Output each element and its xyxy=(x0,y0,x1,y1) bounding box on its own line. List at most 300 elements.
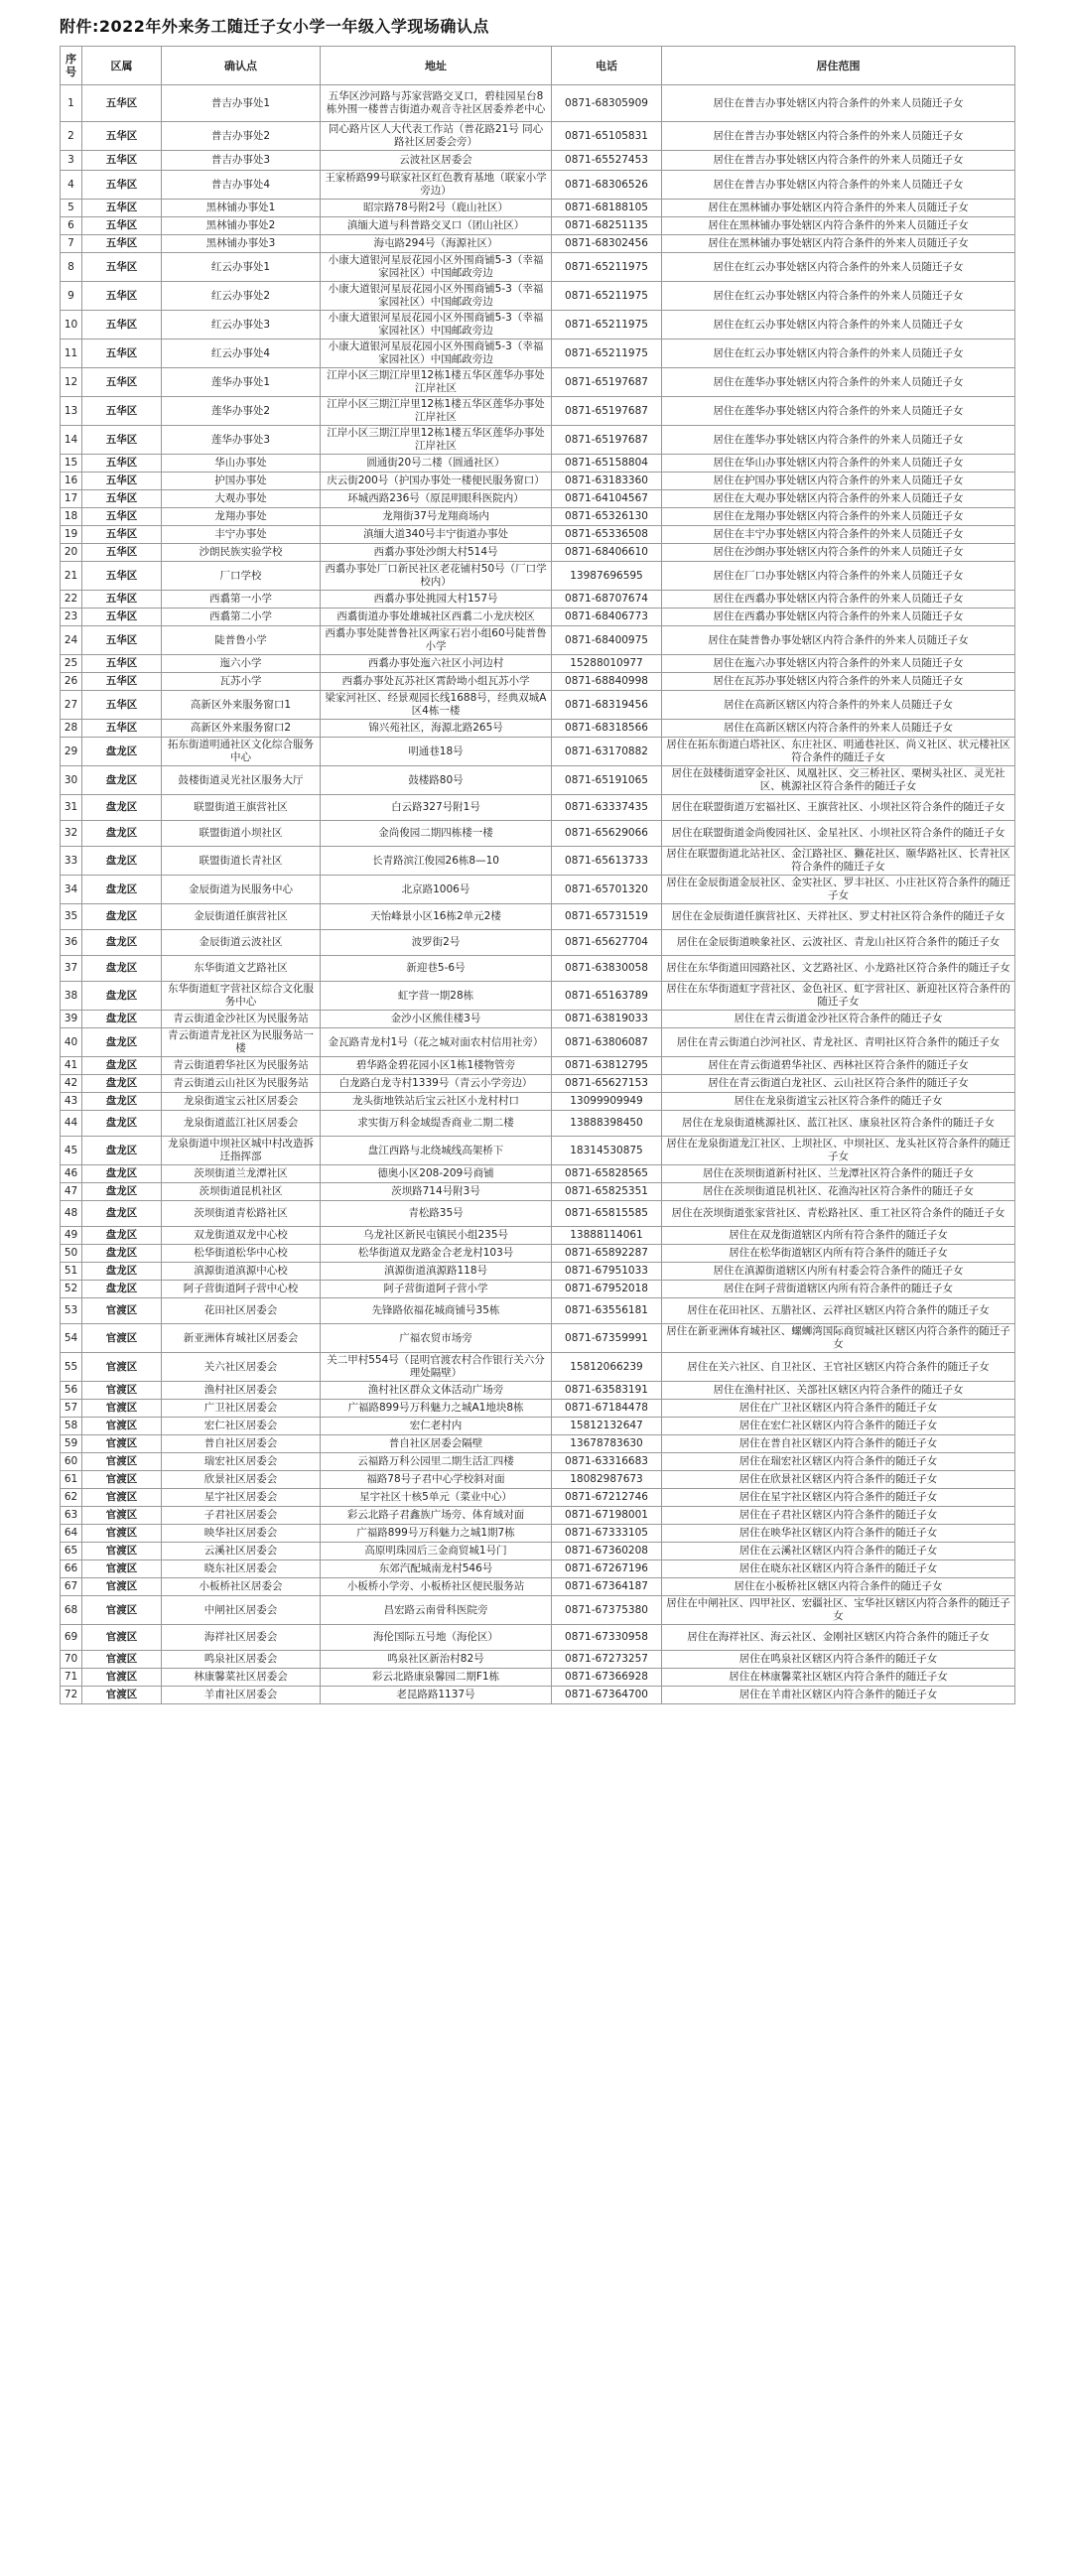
district-cell: 盘龙区 xyxy=(82,876,162,904)
phone-cell: 18314530875 xyxy=(552,1137,662,1165)
confirmation-point-cell: 茨坝街道青松路社区 xyxy=(162,1201,321,1227)
confirmation-point-cell: 关六社区居委会 xyxy=(162,1353,321,1382)
phone-cell: 0871-65701320 xyxy=(552,876,662,904)
phone-cell: 0871-68318566 xyxy=(552,720,662,738)
residence-range-cell: 居住在陡普鲁办事处辖区内符合条件的外来人员随迁子女 xyxy=(662,626,1015,655)
district-cell: 官渡区 xyxy=(82,1525,162,1543)
residence-range-cell: 居住在黑林铺办事处辖区内符合条件的外来人员随迁子女 xyxy=(662,235,1015,253)
district-cell: 五华区 xyxy=(82,455,162,473)
district-cell: 五华区 xyxy=(82,282,162,311)
residence-range-cell: 居住在高新区辖区内符合条件的外来人员随迁子女 xyxy=(662,720,1015,738)
row-index: 69 xyxy=(61,1625,82,1651)
phone-cell: 0871-65815585 xyxy=(552,1201,662,1227)
residence-range-cell: 居住在青云街道碧华社区、西林社区符合条件的随迁子女 xyxy=(662,1057,1015,1075)
district-cell: 官渡区 xyxy=(82,1507,162,1525)
confirmation-point-cell: 青云街道碧华社区为民服务站 xyxy=(162,1057,321,1075)
address-cell: 虹字营一期28栋 xyxy=(321,982,552,1011)
row-index: 9 xyxy=(61,282,82,311)
district-cell: 五华区 xyxy=(82,171,162,200)
row-index: 54 xyxy=(61,1324,82,1353)
address-cell: 鸣泉社区新治村82号 xyxy=(321,1651,552,1669)
address-cell: 青松路35号 xyxy=(321,1201,552,1227)
row-index: 45 xyxy=(61,1137,82,1165)
residence-range-cell: 居住在晓东社区辖区内符合条件的随迁子女 xyxy=(662,1560,1015,1578)
residence-range-cell: 居住在子君社区辖区内符合条件的随迁子女 xyxy=(662,1507,1015,1525)
row-index: 4 xyxy=(61,171,82,200)
confirmation-point-cell: 云溪社区居委会 xyxy=(162,1543,321,1560)
row-index: 12 xyxy=(61,368,82,397)
confirmation-point-cell: 新亚洲体育城社区居委会 xyxy=(162,1324,321,1353)
district-cell: 五华区 xyxy=(82,591,162,609)
confirmation-point-cell: 龙翔办事处 xyxy=(162,508,321,526)
row-index: 71 xyxy=(61,1669,82,1687)
phone-cell: 0871-63170882 xyxy=(552,738,662,766)
row-index: 7 xyxy=(61,235,82,253)
table-row xyxy=(61,1489,1015,1507)
residence-range-cell: 居住在黑林铺办事处辖区内符合条件的外来人员随迁子女 xyxy=(662,200,1015,217)
confirmation-point-cell: 宏仁社区居委会 xyxy=(162,1418,321,1435)
phone-cell: 0871-67375380 xyxy=(552,1596,662,1625)
row-index: 46 xyxy=(61,1165,82,1183)
phone-cell: 0871-67364187 xyxy=(552,1578,662,1596)
row-index: 64 xyxy=(61,1525,82,1543)
table-row xyxy=(61,235,1015,253)
row-index: 48 xyxy=(61,1201,82,1227)
phone-cell: 0871-67267196 xyxy=(552,1560,662,1578)
phone-cell: 0871-68302456 xyxy=(552,235,662,253)
table-row xyxy=(61,339,1015,368)
address-cell: 海伦国际五号地（海伦区） xyxy=(321,1625,552,1651)
address-cell: 明通巷18号 xyxy=(321,738,552,766)
row-index: 33 xyxy=(61,847,82,876)
residence-range-cell: 居住在鸣泉社区辖区内符合条件的随迁子女 xyxy=(662,1651,1015,1669)
confirmation-point-cell: 林康馨菜社区居委会 xyxy=(162,1669,321,1687)
table-row xyxy=(61,1578,1015,1596)
district-cell: 盘龙区 xyxy=(82,1165,162,1183)
address-cell: 星宇社区十核5单元（菜业中心） xyxy=(321,1489,552,1507)
table-row xyxy=(61,876,1015,904)
phone-cell: 0871-65211975 xyxy=(552,282,662,311)
address-cell: 昭宗路78号附2号（鹿山社区） xyxy=(321,200,552,217)
row-index: 51 xyxy=(61,1263,82,1281)
residence-range-cell: 居住在莲华办事处辖区内符合条件的外来人员随迁子女 xyxy=(662,426,1015,455)
phone-cell: 0871-65211975 xyxy=(552,339,662,368)
residence-range-cell: 居住在映华社区辖区内符合条件的随迁子女 xyxy=(662,1525,1015,1543)
district-cell: 官渡区 xyxy=(82,1687,162,1704)
phone-cell: 0871-65326130 xyxy=(552,508,662,526)
confirmation-point-cell: 普吉办事处4 xyxy=(162,171,321,200)
district-cell: 官渡区 xyxy=(82,1560,162,1578)
confirmation-point-cell: 茨坝街道昆机社区 xyxy=(162,1183,321,1201)
phone-cell: 0871-65825351 xyxy=(552,1183,662,1201)
table-row xyxy=(61,1435,1015,1453)
phone-cell: 0871-67330958 xyxy=(552,1625,662,1651)
residence-range-cell: 居住在松华街道辖区内所有符合条件的随迁子女 xyxy=(662,1245,1015,1263)
row-index: 25 xyxy=(61,655,82,673)
header-phone: 电话 xyxy=(552,47,662,85)
confirmation-point-cell: 大观办事处 xyxy=(162,490,321,508)
address-cell: 锦兴苑社区，海源北路265号 xyxy=(321,720,552,738)
district-cell: 五华区 xyxy=(82,655,162,673)
row-index: 61 xyxy=(61,1471,82,1489)
residence-range-cell: 居住在莲华办事处辖区内符合条件的外来人员随迁子女 xyxy=(662,368,1015,397)
table-row xyxy=(61,1353,1015,1382)
residence-range-cell: 居住在茨坝街道新村社区、兰龙潭社区符合条件的随迁子女 xyxy=(662,1165,1015,1183)
district-cell: 五华区 xyxy=(82,397,162,426)
residence-range-cell: 居住在青云街道金沙社区符合条件的随迁子女 xyxy=(662,1011,1015,1028)
residence-range-cell: 居住在龙翔办事处辖区内符合条件的外来人员随迁子女 xyxy=(662,508,1015,526)
table-row xyxy=(61,473,1015,490)
district-cell: 官渡区 xyxy=(82,1418,162,1435)
residence-range-cell: 居住在护国办事处辖区内符合条件的外来人员随迁子女 xyxy=(662,473,1015,490)
table-row xyxy=(61,1471,1015,1489)
address-cell: 小康大道银河星辰花园小区外围商铺5-3（幸福家园社区）中国邮政旁边 xyxy=(321,253,552,282)
address-cell: 普自社区居委会隔壁 xyxy=(321,1435,552,1453)
district-cell: 盘龙区 xyxy=(82,1263,162,1281)
district-cell: 官渡区 xyxy=(82,1353,162,1382)
phone-cell: 0871-67360208 xyxy=(552,1543,662,1560)
district-cell: 官渡区 xyxy=(82,1543,162,1560)
confirmation-point-cell: 渔村社区居委会 xyxy=(162,1382,321,1400)
confirmation-point-cell: 东华街道虹字营社区综合文化服务中心 xyxy=(162,982,321,1011)
row-index: 32 xyxy=(61,821,82,847)
residence-range-cell: 居住在花田社区、五腊社区、云祥社区辖区内符合条件的随迁子女 xyxy=(662,1298,1015,1324)
confirmation-point-cell: 金辰街道任旗营社区 xyxy=(162,904,321,930)
confirmation-points-table xyxy=(60,46,1015,1704)
phone-cell: 0871-65627704 xyxy=(552,930,662,956)
phone-cell: 0871-68319456 xyxy=(552,691,662,720)
address-cell: 关二甲村554号（昆明官渡农村合作银行关六分理处隔壁） xyxy=(321,1353,552,1382)
district-cell: 盘龙区 xyxy=(82,1028,162,1057)
row-index: 26 xyxy=(61,673,82,691)
confirmation-point-cell: 龙泉街道宝云社区居委会 xyxy=(162,1093,321,1111)
address-cell: 新迎巷5-6号 xyxy=(321,956,552,982)
residence-range-cell: 居住在关六社区、自卫社区、王官社区辖区内符合条件的随迁子女 xyxy=(662,1353,1015,1382)
table-row xyxy=(61,766,1015,795)
table-row xyxy=(61,200,1015,217)
confirmation-point-cell: 双龙街道双龙中心校 xyxy=(162,1227,321,1245)
phone-cell: 13888398450 xyxy=(552,1111,662,1137)
district-cell: 盘龙区 xyxy=(82,1245,162,1263)
residence-range-cell: 居住在迤六办事处辖区内符合条件的外来人员随迁子女 xyxy=(662,655,1015,673)
row-index: 57 xyxy=(61,1400,82,1418)
table-row xyxy=(61,738,1015,766)
residence-range-cell: 居住在金辰街道金辰社区、金实社区、罗丰社区、小庄社区符合条件的随迁子女 xyxy=(662,876,1015,904)
district-cell: 盘龙区 xyxy=(82,1075,162,1093)
confirmation-point-cell: 东华街道文艺路社区 xyxy=(162,956,321,982)
row-index: 29 xyxy=(61,738,82,766)
residence-range-cell: 居住在东华街道虹字营社区、金色社区、虹字营社区、新迎社区符合条件的随迁子女 xyxy=(662,982,1015,1011)
address-cell: 云福路万科公园里二期生活汇四楼 xyxy=(321,1453,552,1471)
row-index: 17 xyxy=(61,490,82,508)
confirmation-point-cell: 龙泉街道蓝江社区居委会 xyxy=(162,1111,321,1137)
district-cell: 盘龙区 xyxy=(82,982,162,1011)
confirmation-point-cell: 普吉办事处3 xyxy=(162,151,321,171)
address-cell: 云波社区居委会 xyxy=(321,151,552,171)
district-cell: 盘龙区 xyxy=(82,904,162,930)
row-index: 67 xyxy=(61,1578,82,1596)
table-row xyxy=(61,1165,1015,1183)
confirmation-point-cell: 普吉办事处2 xyxy=(162,122,321,151)
residence-range-cell: 居住在华山办事处辖区内符合条件的外来人员随迁子女 xyxy=(662,455,1015,473)
phone-cell: 0871-67333105 xyxy=(552,1525,662,1543)
address-cell: 求实街万科金域缇香商业二期二楼 xyxy=(321,1111,552,1137)
address-cell: 滇缅大道340号丰宁街道办事处 xyxy=(321,526,552,544)
table-row xyxy=(61,821,1015,847)
table-row xyxy=(61,1201,1015,1227)
table-row xyxy=(61,1625,1015,1651)
table-row xyxy=(61,455,1015,473)
confirmation-point-cell: 拓东街道明通社区文化综合服务中心 xyxy=(162,738,321,766)
address-cell: 阿子营街道阿子营小学 xyxy=(321,1281,552,1298)
phone-cell: 0871-63556181 xyxy=(552,1298,662,1324)
residence-range-cell: 居住在红云办事处辖区内符合条件的外来人员随迁子女 xyxy=(662,311,1015,339)
phone-cell: 0871-67951033 xyxy=(552,1263,662,1281)
table-row xyxy=(61,122,1015,151)
confirmation-point-cell: 广卫社区居委会 xyxy=(162,1400,321,1418)
table-row xyxy=(61,1075,1015,1093)
row-index: 65 xyxy=(61,1543,82,1560)
table-row xyxy=(61,691,1015,720)
table-row xyxy=(61,626,1015,655)
district-cell: 盘龙区 xyxy=(82,795,162,821)
residence-range-cell: 居住在黑林铺办事处辖区内符合条件的外来人员随迁子女 xyxy=(662,217,1015,235)
residence-range-cell: 居住在金辰街道任旗营社区、天祥社区、罗丈村社区符合条件的随迁子女 xyxy=(662,904,1015,930)
district-cell: 盘龙区 xyxy=(82,930,162,956)
confirmation-point-cell: 中闸社区居委会 xyxy=(162,1596,321,1625)
confirmation-point-cell: 龙泉街道中坝社区城中村改造拆迁指挥部 xyxy=(162,1137,321,1165)
table-row xyxy=(61,1263,1015,1281)
phone-cell: 0871-63806087 xyxy=(552,1028,662,1057)
header-index: 序号 xyxy=(61,47,82,85)
phone-cell: 0871-65197687 xyxy=(552,397,662,426)
row-index: 60 xyxy=(61,1453,82,1471)
row-index: 53 xyxy=(61,1298,82,1324)
phone-cell: 13099909949 xyxy=(552,1093,662,1111)
district-cell: 官渡区 xyxy=(82,1400,162,1418)
row-index: 52 xyxy=(61,1281,82,1298)
phone-cell: 0871-68188105 xyxy=(552,200,662,217)
district-cell: 官渡区 xyxy=(82,1453,162,1471)
phone-cell: 0871-63183360 xyxy=(552,473,662,490)
district-cell: 五华区 xyxy=(82,368,162,397)
confirmation-point-cell: 联盟街道小坝社区 xyxy=(162,821,321,847)
phone-cell: 0871-67359991 xyxy=(552,1324,662,1353)
address-cell: 金沙小区熊佳楼3号 xyxy=(321,1011,552,1028)
address-cell: 白龙路白龙寺村1339号（青云小学旁边） xyxy=(321,1075,552,1093)
header-district: 区属 xyxy=(82,47,162,85)
address-cell: 海屯路294号（海源社区） xyxy=(321,235,552,253)
residence-range-cell: 居住在联盟街道万宏福社区、王旗营社区、小坝社区符合条件的随迁子女 xyxy=(662,795,1015,821)
address-cell: 乌龙社区新民屯镇民小组235号 xyxy=(321,1227,552,1245)
table-row xyxy=(61,426,1015,455)
confirmation-point-cell: 莲华办事处2 xyxy=(162,397,321,426)
phone-cell: 0871-65613733 xyxy=(552,847,662,876)
table-row xyxy=(61,1651,1015,1669)
residence-range-cell: 居住在阿子营街道辖区内所有符合条件的随迁子女 xyxy=(662,1281,1015,1298)
district-cell: 盘龙区 xyxy=(82,738,162,766)
district-cell: 五华区 xyxy=(82,562,162,591)
row-index: 56 xyxy=(61,1382,82,1400)
address-cell: 梁家河社区、经景观园长线1688号，经典双城A区4栋一楼 xyxy=(321,691,552,720)
confirmation-point-cell: 厂口学校 xyxy=(162,562,321,591)
confirmation-point-cell: 黑林铺办事处3 xyxy=(162,235,321,253)
phone-cell: 0871-63830058 xyxy=(552,956,662,982)
table-row xyxy=(61,655,1015,673)
residence-range-cell: 居住在海祥社区、海云社区、金刚社区辖区内符合条件的随迁子女 xyxy=(662,1625,1015,1651)
table-row xyxy=(61,1507,1015,1525)
phone-cell: 0871-68840998 xyxy=(552,673,662,691)
district-cell: 官渡区 xyxy=(82,1625,162,1651)
district-cell: 五华区 xyxy=(82,235,162,253)
phone-cell: 15812066239 xyxy=(552,1353,662,1382)
table-row xyxy=(61,1245,1015,1263)
district-cell: 盘龙区 xyxy=(82,1011,162,1028)
table-row xyxy=(61,311,1015,339)
district-cell: 五华区 xyxy=(82,217,162,235)
phone-cell: 0871-65627153 xyxy=(552,1075,662,1093)
confirmation-point-cell: 高新区外来服务窗口2 xyxy=(162,720,321,738)
residence-range-cell: 居住在丰宁办事处辖区内符合条件的外来人员随迁子女 xyxy=(662,526,1015,544)
address-cell: 天怡峰景小区16栋2单元2楼 xyxy=(321,904,552,930)
residence-range-cell: 居住在林康馨菜社区辖区内符合条件的随迁子女 xyxy=(662,1669,1015,1687)
address-cell: 昌宏路云南骨科医院旁 xyxy=(321,1596,552,1625)
address-cell: 滇源街道滇源路118号 xyxy=(321,1263,552,1281)
address-cell: 金瓦路青龙村1号（花之城对面农村信用社旁） xyxy=(321,1028,552,1057)
district-cell: 五华区 xyxy=(82,339,162,368)
address-cell: 北京路1006号 xyxy=(321,876,552,904)
confirmation-point-cell: 青云街道云山社区为民服务站 xyxy=(162,1075,321,1093)
district-cell: 盘龙区 xyxy=(82,1093,162,1111)
phone-cell: 0871-68251135 xyxy=(552,217,662,235)
address-cell: 小康大道银河星辰花园小区外围商铺5-3（幸福家园社区）中国邮政旁边 xyxy=(321,339,552,368)
address-cell: 东郊汽配城南龙村546号 xyxy=(321,1560,552,1578)
residence-range-cell: 居住在双龙街道辖区内所有符合条件的随迁子女 xyxy=(662,1227,1015,1245)
phone-cell: 0871-65731519 xyxy=(552,904,662,930)
table-row xyxy=(61,1028,1015,1057)
table-header-row xyxy=(61,47,1015,85)
address-cell: 老昆路路1137号 xyxy=(321,1687,552,1704)
table-row xyxy=(61,397,1015,426)
address-cell: 江岸小区三期江岸里12栋1楼五华区莲华办事处江岸社区 xyxy=(321,368,552,397)
district-cell: 五华区 xyxy=(82,85,162,122)
district-cell: 盘龙区 xyxy=(82,821,162,847)
table-row xyxy=(61,1011,1015,1028)
row-index: 63 xyxy=(61,1507,82,1525)
table-row xyxy=(61,930,1015,956)
residence-range-cell: 居住在瓦苏办事处辖区内符合条件的外来人员随迁子女 xyxy=(662,673,1015,691)
phone-cell: 13987696595 xyxy=(552,562,662,591)
address-cell: 碧华路金碧花园小区1栋1楼物管旁 xyxy=(321,1057,552,1075)
address-cell: 小板桥小学旁、小板桥社区便民服务站 xyxy=(321,1578,552,1596)
district-cell: 五华区 xyxy=(82,526,162,544)
row-index: 42 xyxy=(61,1075,82,1093)
row-index: 47 xyxy=(61,1183,82,1201)
phone-cell: 0871-63583191 xyxy=(552,1382,662,1400)
district-cell: 盘龙区 xyxy=(82,1137,162,1165)
residence-range-cell: 居住在欣景社区辖区内符合条件的随迁子女 xyxy=(662,1471,1015,1489)
table-row xyxy=(61,1687,1015,1704)
table-row xyxy=(61,795,1015,821)
table-row xyxy=(61,1111,1015,1137)
table-row xyxy=(61,282,1015,311)
address-cell: 彩云北路子君鑫族广场旁、体育域对面 xyxy=(321,1507,552,1525)
confirmation-point-cell: 青云街道青龙社区为民服务站一楼 xyxy=(162,1028,321,1057)
table-row xyxy=(61,171,1015,200)
residence-range-cell: 居住在宏仁社区辖区内符合条件的随迁子女 xyxy=(662,1418,1015,1435)
row-index: 14 xyxy=(61,426,82,455)
row-index: 34 xyxy=(61,876,82,904)
phone-cell: 0871-67184478 xyxy=(552,1400,662,1418)
confirmation-point-cell: 金辰街道云波社区 xyxy=(162,930,321,956)
residence-range-cell: 居住在普吉办事处辖区内符合条件的外来人员随迁子女 xyxy=(662,85,1015,122)
phone-cell: 0871-65163789 xyxy=(552,982,662,1011)
address-cell: 庆云街200号（护国办事处一楼便民服务窗口） xyxy=(321,473,552,490)
row-index: 38 xyxy=(61,982,82,1011)
confirmation-point-cell: 瑞宏社区居委会 xyxy=(162,1453,321,1471)
confirmation-point-cell: 黑林铺办事处1 xyxy=(162,200,321,217)
confirmation-point-cell: 红云办事处3 xyxy=(162,311,321,339)
header-address: 地址 xyxy=(321,47,552,85)
row-index: 37 xyxy=(61,956,82,982)
row-index: 31 xyxy=(61,795,82,821)
address-cell: 广福路899号万科魅力之城A1地块8栋 xyxy=(321,1400,552,1418)
phone-cell: 0871-63316683 xyxy=(552,1453,662,1471)
row-index: 66 xyxy=(61,1560,82,1578)
address-cell: 福路78号子君中心学校斜对面 xyxy=(321,1471,552,1489)
row-index: 50 xyxy=(61,1245,82,1263)
phone-cell: 0871-65158804 xyxy=(552,455,662,473)
row-index: 58 xyxy=(61,1418,82,1435)
confirmation-point-cell: 普自社区居委会 xyxy=(162,1435,321,1453)
residence-range-cell: 居住在厂口办事处辖区内符合条件的外来人员随迁子女 xyxy=(662,562,1015,591)
district-cell: 五华区 xyxy=(82,200,162,217)
confirmation-point-cell: 映华社区居委会 xyxy=(162,1525,321,1543)
residence-range-cell: 居住在莲华办事处辖区内符合条件的外来人员随迁子女 xyxy=(662,397,1015,426)
address-cell: 小康大道银河星辰花园小区外围商铺5-3（幸福家园社区）中国邮政旁边 xyxy=(321,282,552,311)
phone-cell: 0871-65336508 xyxy=(552,526,662,544)
phone-cell: 0871-67952018 xyxy=(552,1281,662,1298)
table-row xyxy=(61,1137,1015,1165)
row-index: 2 xyxy=(61,122,82,151)
confirmation-point-cell: 联盟街道长青社区 xyxy=(162,847,321,876)
address-cell: 长青路滨江俊园26栋8—10 xyxy=(321,847,552,876)
table-row xyxy=(61,217,1015,235)
confirmation-point-cell: 莲华办事处3 xyxy=(162,426,321,455)
confirmation-point-cell: 茨坝街道兰龙潭社区 xyxy=(162,1165,321,1183)
residence-range-cell: 居住在高新区辖区内符合条件的外来人员随迁子女 xyxy=(662,691,1015,720)
row-index: 18 xyxy=(61,508,82,526)
phone-cell: 0871-65629066 xyxy=(552,821,662,847)
address-cell: 松华街道双龙路金合老龙村103号 xyxy=(321,1245,552,1263)
table-row xyxy=(61,1400,1015,1418)
residence-range-cell: 居住在普自社区辖区内符合条件的随迁子女 xyxy=(662,1435,1015,1453)
district-cell: 盘龙区 xyxy=(82,766,162,795)
district-cell: 五华区 xyxy=(82,673,162,691)
confirmation-point-cell: 红云办事处4 xyxy=(162,339,321,368)
residence-range-cell: 居住在沙朗办事处辖区内符合条件的外来人员随迁子女 xyxy=(662,544,1015,562)
phone-cell: 0871-68306526 xyxy=(552,171,662,200)
residence-range-cell: 居住在青云街道白龙社区、云山社区符合条件的随迁子女 xyxy=(662,1075,1015,1093)
row-index: 8 xyxy=(61,253,82,282)
residence-range-cell: 居住在广卫社区辖区内符合条件的随迁子女 xyxy=(662,1400,1015,1418)
residence-range-cell: 居住在小板桥社区辖区内符合条件的随迁子女 xyxy=(662,1578,1015,1596)
address-cell: 德奥小区208-209号商铺 xyxy=(321,1165,552,1183)
residence-range-cell: 居住在茨坝街道张家营社区、青松路社区、重工社区符合条件的随迁子女 xyxy=(662,1201,1015,1227)
phone-cell: 0871-65527453 xyxy=(552,151,662,171)
page-title: 附件:2022年外来务工随迁子女小学一年级入学现场确认点 xyxy=(60,17,489,36)
phone-cell: 15812132647 xyxy=(552,1418,662,1435)
